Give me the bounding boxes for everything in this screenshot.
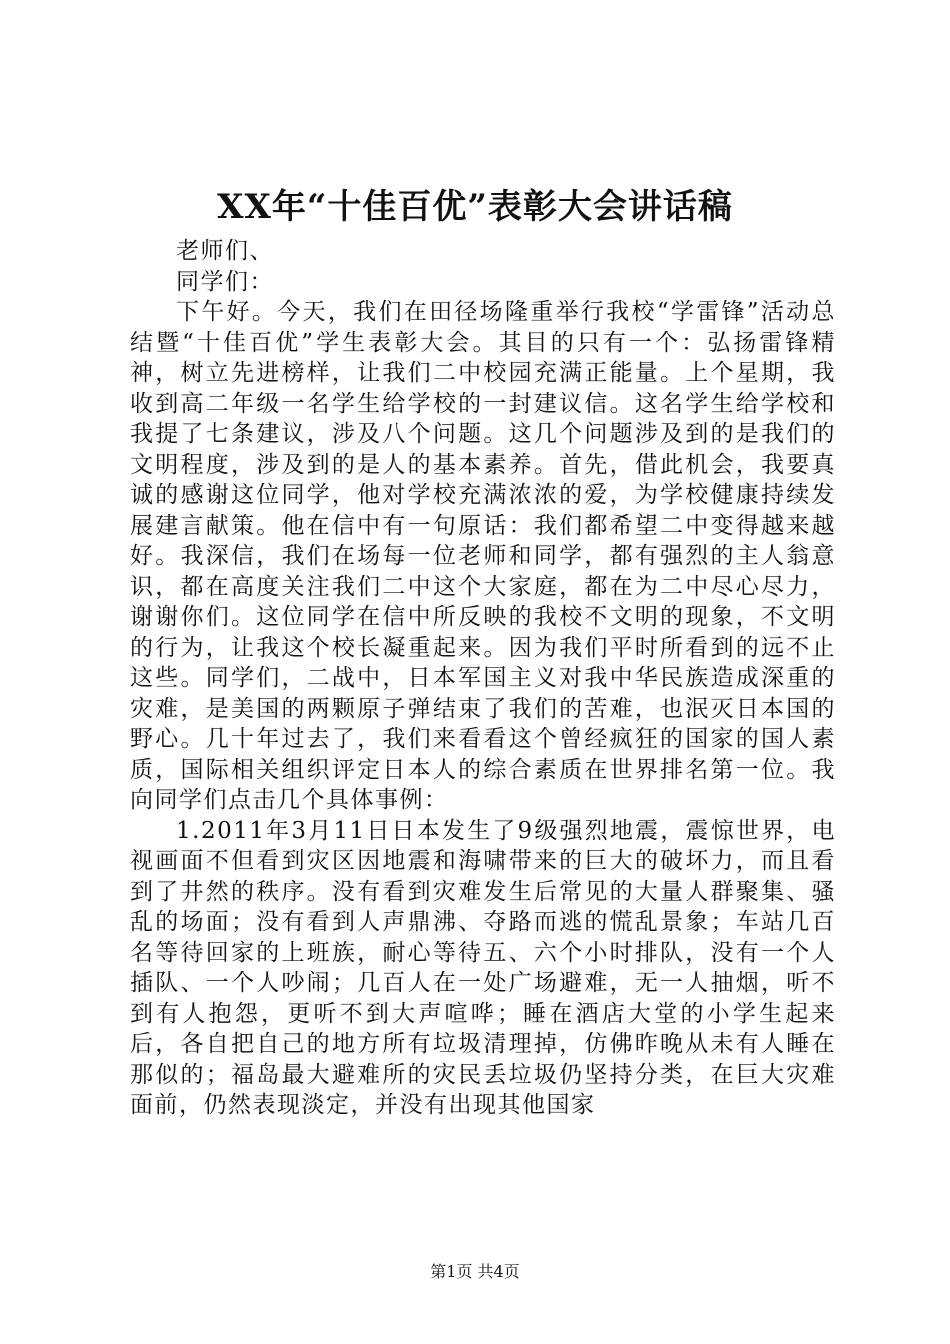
page-title: XX年“十佳百优”表彰大会讲话稿 <box>217 187 733 227</box>
salutation-students: 同学们： <box>176 268 274 295</box>
page-footer: 第1页 共4页 <box>430 1262 520 1281</box>
salutation-teachers: 老师们、 <box>176 238 274 264</box>
body-paragraph-example-1: 1.2011年3月11日日本发生了9级强烈地震，震惊世界，电视画面不但看到灾区因地震和海啸带来的巨大的破坏力，而且看到了井然的秩序。没有看到灾难发生后常见的大量人群聚集、骚乱的场面；没有看到人声鼎沸、夺路而逃的慌乱景象；车站几百名等待回家的上班族，耐心等待五、六个小时排队，没有一个人插队、一个人吵闹；几百人在一处广场避难，无一人抽烟，听不到有人抱怨，更听不到大声喧哗；睡在酒店大堂的小学生起来后，各自把自己的地方所有垃圾清理掉，仿佛昨晚从未有人睡在那似的；福岛最大避难所的灾民丢垃圾仍坚持分类，在巨大灾难面前，仍然表现淡定，并没有出现其他国家 <box>130 817 836 1118</box>
body-paragraph-intro: 下午好。今天，我们在田径场隆重举行我校“学雷锋”活动总结暨“十佳百优”学生表彰大会。其目的只有一个：弘扬雷锋精神，树立先进榜样，让我们二中校园充满正能量。上个星期，我收到高二年级一名学生给学校的一封建议信。这名学生给学校和我提了七条建议，涉及八个问题。这几个问题涉及到的是我们的文明程度，涉及到的是人的基本素养。首先，借此机会，我要真诚的感谢这位同学，他对学校充满浓浓的爱，为学校健康持续发展建言献策。他在信中有一句原话：我们都希望二中变得越来越好。我深信，我们在场每一位老师和同学，都有强烈的主人翁意识，都在高度关注我们二中这个大家庭，都在为二中尽心尽力，谢谢你们。这位同学在信中所反映的我校不文明的现象，不文明的行为，让我这个校长凝重起来。因为我们平时所看到的远不止这些。同学们，二战中，日本军国主义对我中华民族造成深重的灾难，是美国的两颗原子弹结束了我们的苦难，也泯灭日本国的野心。几十年过去了，我们来看看这个曾经疯狂的国家的国人素质，国际相关组织评定日本人的综合素质在世界排名第一位。我向同学们点击几个具体事例： <box>130 299 836 813</box>
document-body <box>130 236 836 1121</box>
